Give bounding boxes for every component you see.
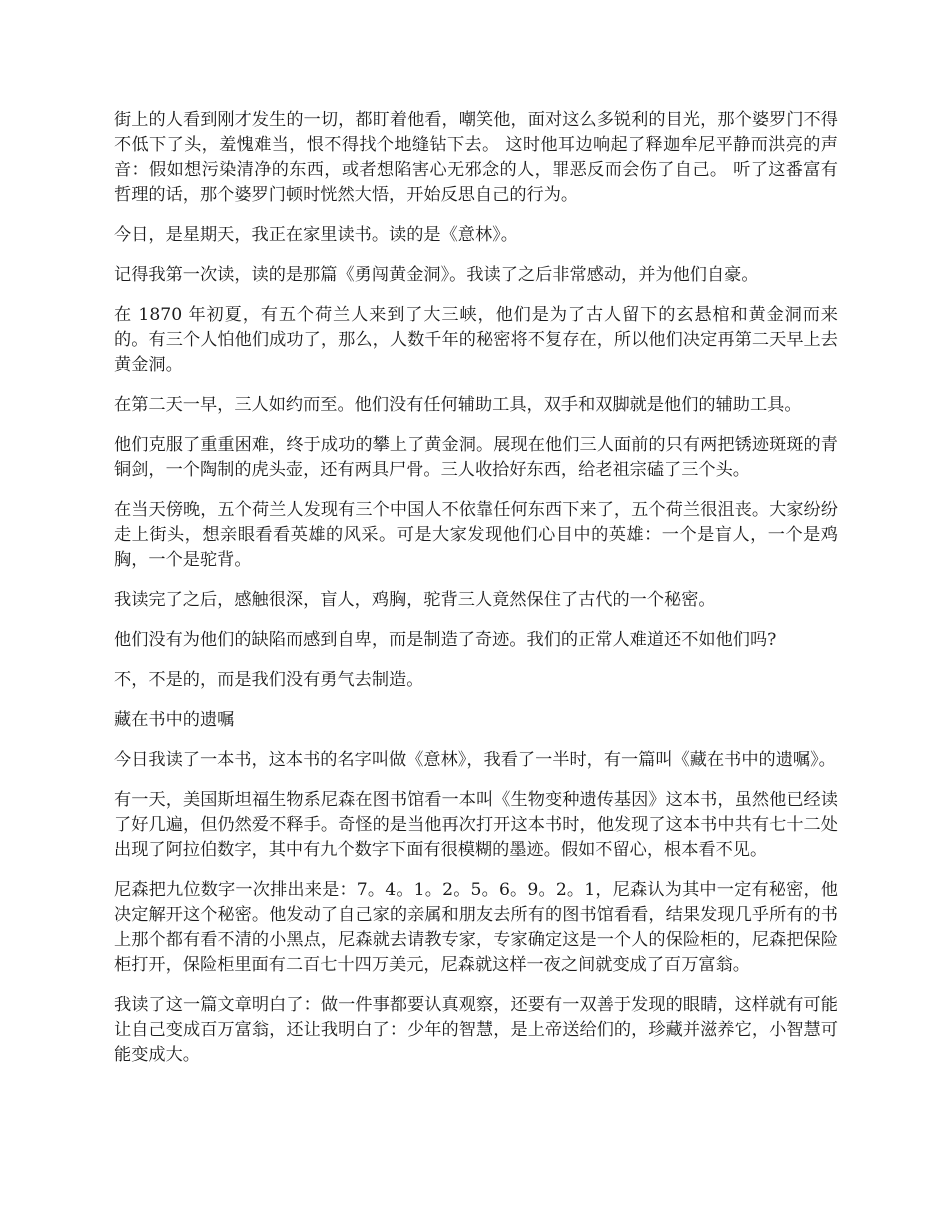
paragraph-reflection: 我读完了之后，感触很深，盲人，鸡胸，驼背三人竟然保住了古代的一个秘密。 bbox=[114, 590, 716, 610]
paragraph-brahmin-reflection: 街上的人看到刚才发生的一切，都盯着他看，嘲笑他，面对这么多锐利的目光，那个婆罗门不得不低下了头，羞愧难当，恨不得找个地缝钻下去。 这时他耳边响起了释迦牟尼平静而洪亮的声音：假如想污染清净的东西，或者想陷害心无邪念的人，罪恶反而会伤了自己。 听了这番富有哲理的话，那个婆罗门顿时恍然大悟，开始反思自己的行为。 bbox=[114, 110, 838, 205]
paragraph-nine-digits: 尼森把九位数字一次排出来是：7。4。1。2。5。6。9。2。1，尼森认为其中一定有秘密，他决定解开这个秘密。他发动了自己家的亲属和朋友去所有的图书馆看看，结果发现几乎所有的书上那个都有看不清的小黑点，尼森就去请教专家，专家确定这是一个人的保险柜的，尼森把保险柜打开，保险柜里面有二百七十四万美元，尼森就这样一夜之间就变成了百万富翁。 bbox=[114, 880, 838, 975]
paragraph-book-intro: 今日我读了一本书，这本书的名字叫做《意林》，我看了一半时，有一篇叫《藏在书中的遗嘱》。 bbox=[114, 750, 836, 770]
section-heading: 藏在书中的遗嘱 bbox=[114, 710, 235, 730]
paragraph-sunday-reading: 今日，是星期天，我正在家里读书。读的是《意林》。 bbox=[114, 225, 518, 245]
paragraph-golden-cave: 他们克服了重重困难，终于成功的攀上了黄金洞。展现在他们三人面前的只有两把锈迹斑斑的青铜剑，一个陶制的虎头壶，还有两具尸骨。三人收拾好东西，给老祖宗磕了三个头。 bbox=[114, 435, 838, 480]
document-body bbox=[114, 108, 838, 1083]
paragraph-nissen-library: 有一天，美国斯坦福生物系尼森在图书馆看一本叫《生物变种遗传基因》这本书，虽然他已经读了好几遍，但仍然爱不释手。奇怪的是当他再次打开这本书时，他发现了这本书中共有七十二处出现了阿拉伯数字，其中有九个数字下面有很模糊的墨迹。假如不留心，根本看不见。 bbox=[114, 790, 838, 860]
paragraph-first-read: 记得我第一次读，读的是那篇《勇闯黄金洞》。我读了之后非常感动，并为他们自豪。 bbox=[114, 265, 759, 285]
paragraph-next-morning: 在第二天一早，三人如约而至。他们没有任何辅助工具，双手和双脚就是他们的辅助工具。 bbox=[114, 395, 802, 415]
paragraph-courage: 不，不是的，而是我们没有勇气去制造。 bbox=[114, 670, 424, 690]
paragraph-heroes: 在当天傍晚，五个荷兰人发现有三个中国人不依靠任何东西下来了，五个荷兰很沮丧。大家纷纷走上街头，想亲眼看看英雄的风采。可是大家发现他们心目中的英雄：一个是盲人，一个是鸡胸，一个是驼背。 bbox=[114, 500, 838, 570]
paragraph-dutch-arrival: 在 1870 年初夏，有五个荷兰人来到了大三峡，他们是为了古人留下的玄悬棺和黄金洞而来的。有三个人怕他们成功了，那么，人数千年的秘密将不复存在，所以他们决定再第二天早上去黄金洞。 bbox=[114, 305, 838, 375]
paragraph-miracle: 他们没有为他们的缺陷而感到自卑，而是制造了奇迹。我们的正常人难道还不如他们吗? bbox=[114, 630, 777, 650]
paragraph-lesson: 我读了这一篇文章明白了：做一件事都要认真观察，还要有一双善于发现的眼睛，这样就有可能让自己变成百万富翁，还让我明白了：少年的智慧，是上帝送给们的，珍藏并滋养它，小智慧可能变成大。 bbox=[114, 995, 838, 1065]
